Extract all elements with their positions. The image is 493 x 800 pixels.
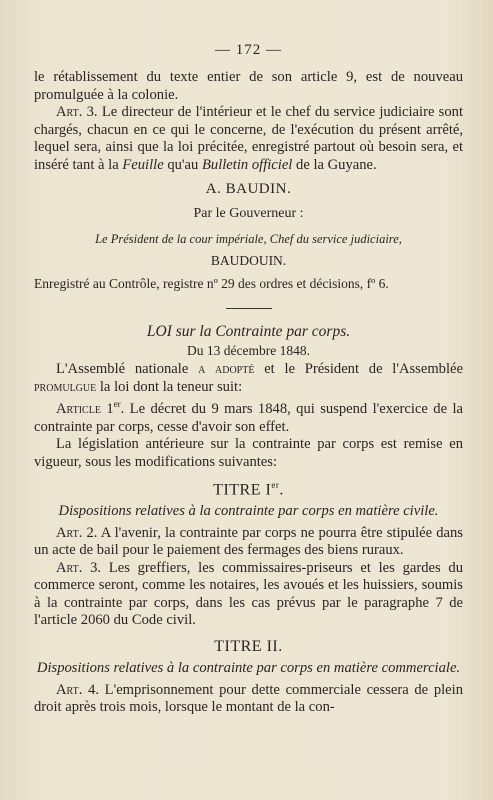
article-4 (34, 682, 463, 717)
loi-title: LOI sur la Contrainte par corps. (146, 323, 351, 341)
bulletin-italic: Bulletin officiel (201, 156, 293, 173)
adopte-smallcaps: a adopté (198, 361, 255, 378)
loi-date: Du 13 décembre 1848. (187, 343, 310, 359)
president-title: Le Président de la cour impériale, Chef du service judiciaire, (95, 231, 402, 246)
article-2-text: 2. A l'avenir, la contrainte par corps ne pourra être stipulée dans un acte de bail pour le paiement des fermages des biens ruraux. (34, 524, 463, 559)
article-text: 3. Le directeur de l'intérieur et le chef du service judiciaire sont chargés, chacun en ce qui le concerne, de l'exécution du présent arrêté, lequel sera, ainsi que la loi précitée, enregistré partout où besoin sera, et inséré tant à la (34, 104, 463, 173)
article-1-label: Article 1 (56, 401, 114, 418)
article-3-text: 3. Les greffiers, les commissaires-priseurs et les gardes du commerce seront, comme les notaires, les avoués et les huissiers, soumis à la contrainte par corps, dans les cas prévus par le paragraphe 7 de l'article 2060 du Code civil. (34, 559, 463, 629)
paragraph-promulgation: le rétablissement du texte entier de son article 9, est de nouveau promulguée à la colonie. (34, 69, 463, 103)
dispositions-commerciale: Dispositions relatives à la contrainte par corps en matière commerciale. (36, 660, 461, 677)
signature-governor: A. BAUDIN. (205, 180, 292, 197)
titre-2-heading: TITRE II. (214, 638, 283, 656)
dispositions-civile: Dispositions relatives à la contrainte par corps en matière civile. (58, 502, 439, 519)
preamble-text-1: L'Assemblé nationale (56, 361, 199, 378)
enregistrement-note: Enregistré au Contrôle, registre nº 29 des ordres et décisions, fº 6. (34, 275, 389, 291)
preamble-text-3: la loi dont la teneur suit: (96, 378, 243, 395)
par-le-gouverneur: Par le Gouverneur : (193, 205, 304, 221)
legislation-paragraph: La législation antérieure sur la contrainte par corps est remise en vigueur, sous les modifications suivantes: (34, 436, 463, 470)
page-number: — 172 — (215, 42, 282, 58)
article-text-2: qu'au (163, 156, 202, 173)
article-1 (34, 396, 463, 436)
article-3-loi (34, 560, 463, 630)
article-2-label: Art. (56, 524, 83, 541)
titre-1-sup: er (271, 479, 280, 490)
article-3-label: Art. (56, 559, 83, 576)
article-label: Art. (56, 104, 83, 121)
titre-1-heading (34, 480, 463, 499)
separator-rule (226, 308, 272, 309)
article-text-3: de la Guyane. (292, 156, 377, 173)
article-1-sup: er (113, 399, 121, 410)
article-1-text: . Le décret du 9 mars 1848, qui suspend l'exercice de la contrainte par corps, cesse d'avoir son effet. (34, 401, 463, 435)
article-4-text: 4. L'emprisonnement pour dette commerciale cessera de plein droit après trois mois, lorsque le montant de la con- (34, 681, 463, 716)
titre-1-end: . (279, 480, 284, 498)
feuille-italic: Feuille (122, 156, 164, 173)
preamble-text-2: et le Président de l'Assemblée (254, 361, 463, 378)
article-4-label: Art. (56, 681, 83, 698)
article-2 (34, 525, 463, 560)
titre-1-label: TITRE I (213, 480, 272, 498)
signature-baudouin: BAUDOUIN. (210, 252, 287, 268)
promulgue-smallcaps: promulgue (34, 378, 97, 395)
preamble (34, 361, 463, 396)
article-3-arrete (34, 104, 463, 174)
